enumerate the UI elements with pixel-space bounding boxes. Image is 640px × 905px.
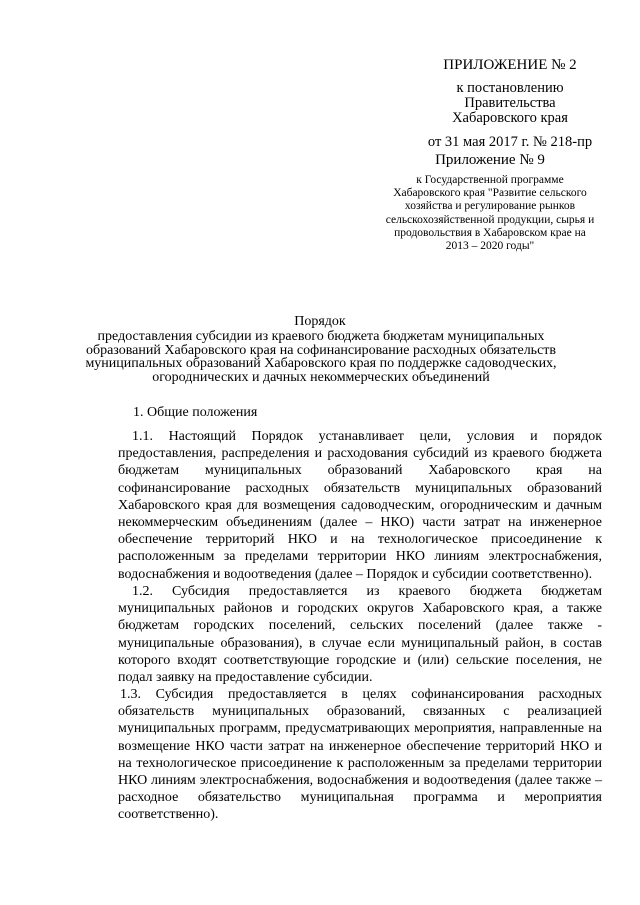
annex-header [355,152,625,253]
appendix-line-1: к постановлению [456,80,564,96]
section-heading: 1. Общие положения [133,405,258,420]
appendix-line-3: Хабаровского края [452,110,568,126]
paragraph-1-1: 1.1. Настоящий Порядок устанавливает цели, условия и порядок предоставления, распределения и расходования субсидий из краевого бюджета бюджетам муниципальных образований Хабаровского края на софинансирование расходных обязательств муниципальных образований Хабаровского края для возмещения садоводческим, огородническим и дачным некоммерческим объединениям (далее – НКО) части затрат на инженерное обеспечение территорий НКО и на технологическое присоединение к расположенным за пределами территории НКО линиям электроснабжения, водоснабжения и водоотведения (далее – Порядок и субсидии соответственно). [118,429,602,582]
annex-text: к Государственной программе Хабаровского края "Развитие сельского хозяйства и регулирование рынков сельскохозяйственной продукции, сырья и продовольствия в Хабаровском крае на 2013 – 2020 годы" [385,174,595,253]
document-title: Порядок [294,314,346,329]
appendix-header [400,58,620,150]
paragraph-1-3-text: 1.3. Субсидия предоставляется в целях софинансирования расходных обязательств муниципальных образований, связанных с реализацией муниципальных программ, предусматривающих мероприятия, направленные на возмещение НКО части затрат на инженерное обеспечение территорий НКО и на технологическое присоединение к расположенным за пределами территории НКО линиям электроснабжения, водоснабжения и водоотведения (далее также – расходное обязательство муниципальная программа и мероприятия соответственно). [118,687,602,823]
appendix-date: от 31 мая 2017 г. № 218-пр [427,134,593,150]
appendix-title: ПРИЛОЖЕНИЕ № 2 [443,57,577,73]
document-subtitle: предоставления субсидии из краевого бюджета бюджетам муниципальных образований Хабаровского края на софинансирование расходных обязательств муниципальных образований Хабаровского края по поддержке садоводческих, огороднических и дачных некоммерческих объединений [85,329,557,386]
appendix-line-2: Правительства [464,95,556,111]
paragraph-1-2: 1.2. Субсидия предоставляется из краевого бюджета бюджетам муниципальных районов и городских округов Хабаровского края, а также бюджетам городских поселений, сельских поселений (далее также - муниципальные образования), в случае если муниципальный район, в состав которого входят соответствующие городские и (или) сельские поселения, не подал заявку на предоставление субсидии. [118,584,602,686]
paragraph-1-3 [118,686,602,824]
annex-title: Приложение № 9 [435,152,545,168]
